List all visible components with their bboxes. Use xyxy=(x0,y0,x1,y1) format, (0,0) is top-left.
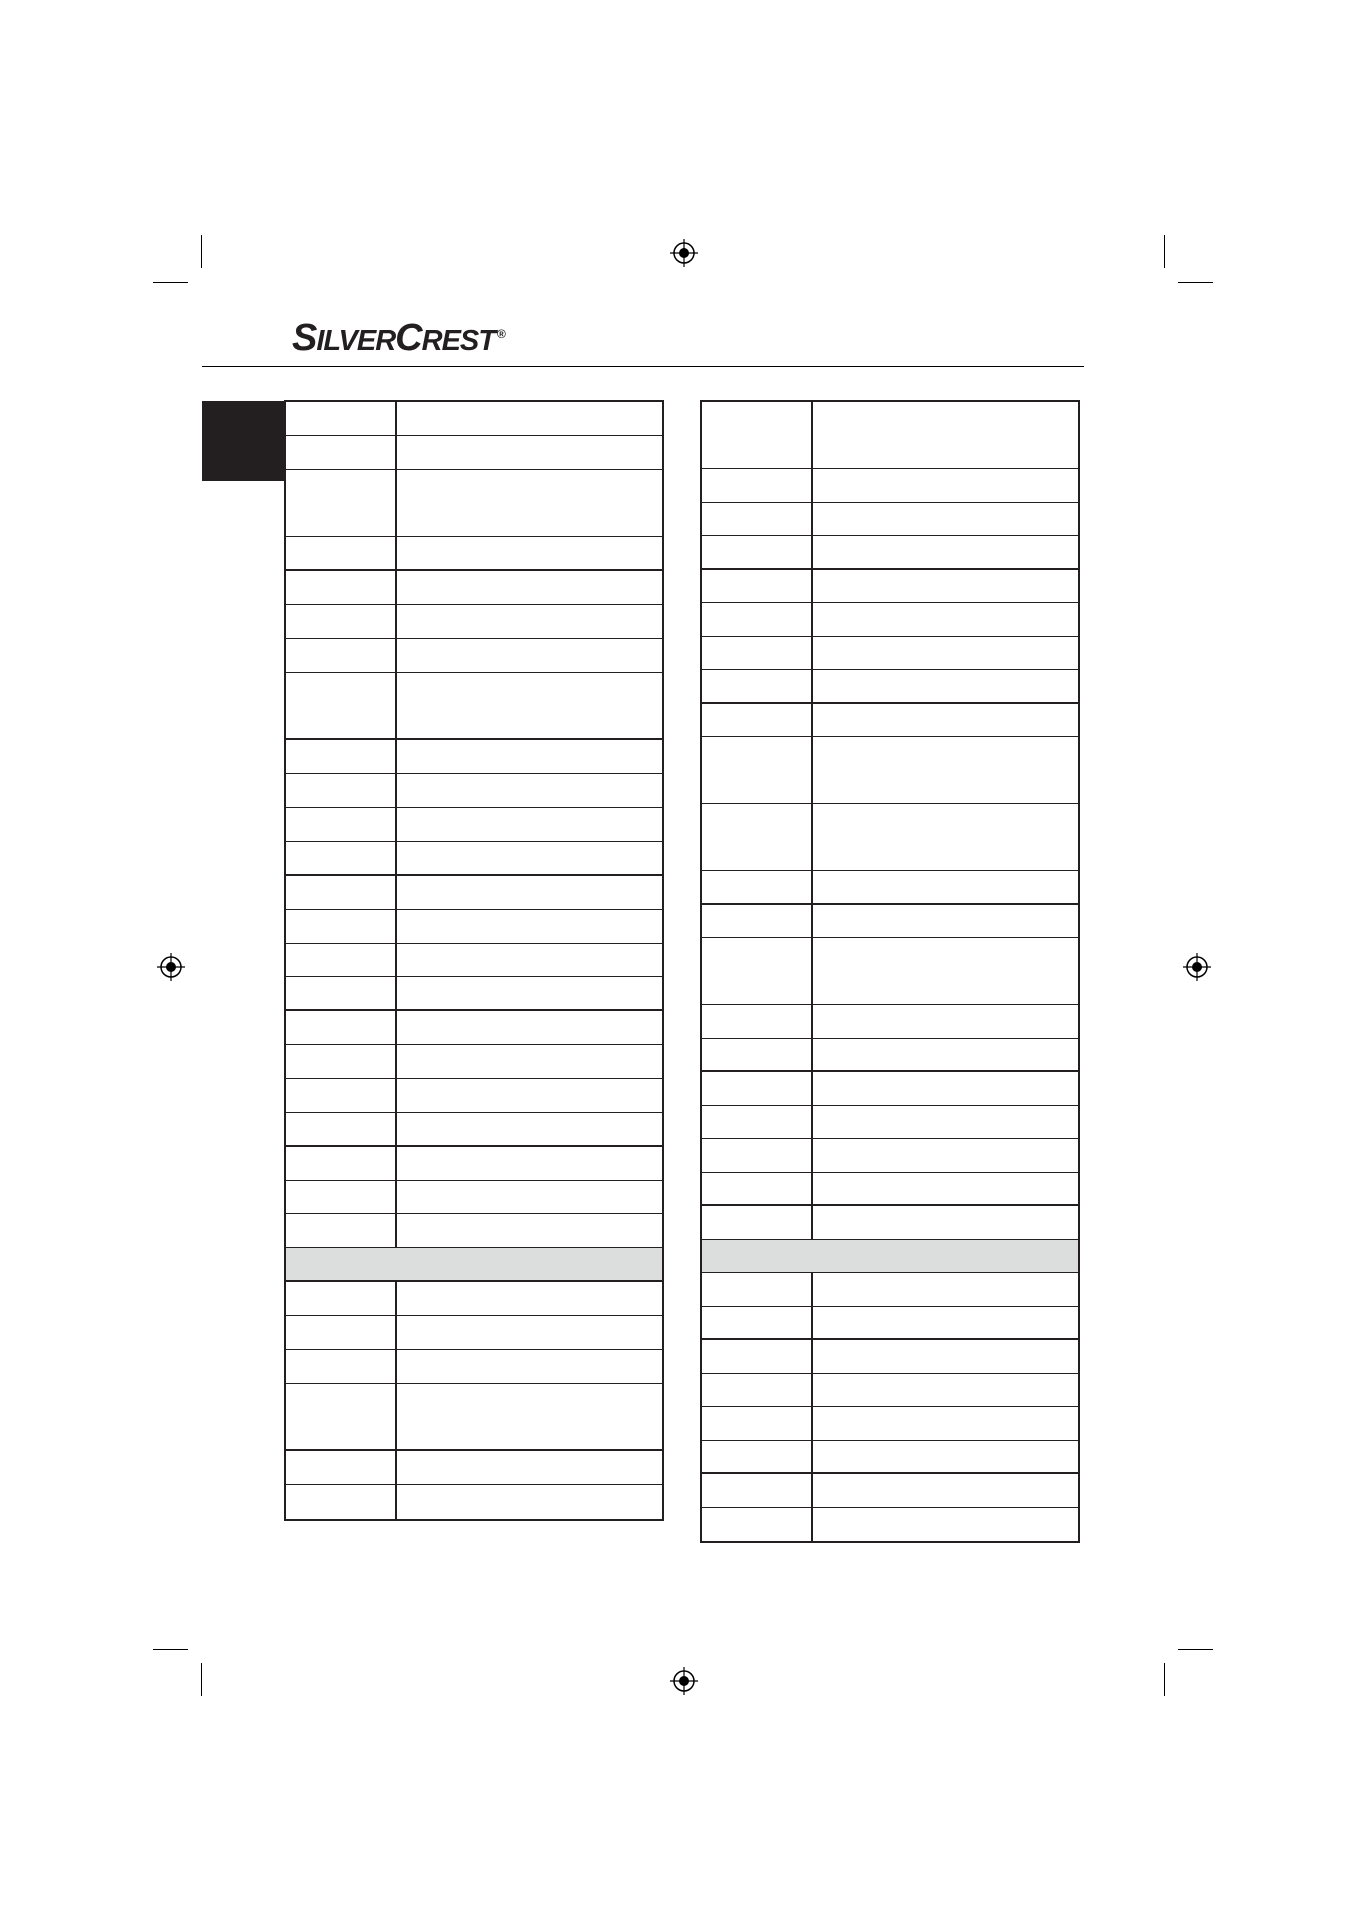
table-cell-value xyxy=(813,1206,1078,1239)
table-cell-value xyxy=(813,1508,1078,1542)
table-cell-label xyxy=(286,1316,397,1349)
table-row xyxy=(286,436,662,470)
table-row xyxy=(702,1106,1078,1140)
table-row xyxy=(702,1005,1078,1039)
table-cell-label xyxy=(286,1282,397,1315)
table-cell-value xyxy=(813,1039,1078,1071)
table-row xyxy=(286,1079,662,1113)
table-section-row xyxy=(286,1248,662,1282)
registration-mark-icon xyxy=(670,1667,698,1695)
table-cell-label xyxy=(286,1350,397,1383)
table-cell-label xyxy=(286,740,397,773)
table-cell-label xyxy=(286,977,397,1009)
table-cell-value xyxy=(397,1451,662,1484)
table-cell-label xyxy=(286,1384,397,1450)
table-cell-value xyxy=(397,1316,662,1349)
table-cell-value xyxy=(813,1173,1078,1205)
table-cell-label xyxy=(286,1113,397,1145)
table-cell-value xyxy=(397,1350,662,1383)
table-cell-value xyxy=(397,1181,662,1214)
table-cell-value xyxy=(813,469,1078,502)
registered-mark: ® xyxy=(496,327,505,341)
table-cell-value xyxy=(397,1113,662,1145)
table-cell-value xyxy=(397,740,662,773)
table-cell-label xyxy=(702,1273,813,1306)
table-row xyxy=(286,639,662,673)
table-row xyxy=(702,871,1078,905)
right-table xyxy=(700,400,1080,1543)
table-row xyxy=(286,1384,662,1452)
table-cell-label xyxy=(286,436,397,469)
table-cell-label xyxy=(286,774,397,807)
table-cell-value xyxy=(397,673,662,739)
brand-letter: C xyxy=(395,317,422,359)
table-row xyxy=(702,737,1078,804)
table-cell-label xyxy=(286,1214,397,1247)
table-cell-value xyxy=(813,1273,1078,1306)
table-cell-label xyxy=(286,808,397,841)
table-row xyxy=(286,571,662,605)
table-cell-value xyxy=(397,1045,662,1078)
crop-mark-bottom-right-vertical xyxy=(1164,1663,1165,1696)
table-cell-label xyxy=(702,570,813,603)
table-cell-label xyxy=(702,1340,813,1373)
brand-letters: ILVER xyxy=(316,325,396,357)
table-cell-label xyxy=(702,871,813,903)
table-cell-value xyxy=(813,1340,1078,1373)
table-cell-label xyxy=(286,944,397,977)
table-cell-label xyxy=(286,1181,397,1214)
table-cell-label xyxy=(286,1045,397,1078)
table-cell-label xyxy=(702,1106,813,1139)
table-cell-label xyxy=(702,536,813,568)
table-row xyxy=(286,1282,662,1316)
table-cell-label xyxy=(286,910,397,943)
table-cell-value xyxy=(397,842,662,874)
table-cell-value xyxy=(397,1214,662,1247)
table-cell-label xyxy=(286,470,397,537)
table-cell-value xyxy=(813,737,1078,803)
table-cell-label xyxy=(702,804,813,870)
table-cell-value xyxy=(813,1374,1078,1407)
table-cell-value xyxy=(397,639,662,672)
table-row xyxy=(702,1508,1078,1542)
table-cell-value xyxy=(813,1072,1078,1105)
table-cell-value xyxy=(813,1139,1078,1172)
table-cell-label xyxy=(702,603,813,636)
table-cell-label xyxy=(702,402,813,468)
table-cell-value xyxy=(813,670,1078,702)
table-row xyxy=(286,1045,662,1079)
table-cell-label xyxy=(286,402,397,435)
table-row xyxy=(286,1316,662,1350)
table-row xyxy=(702,1273,1078,1307)
table-cell-value xyxy=(397,910,662,943)
table-cell-label xyxy=(702,1307,813,1339)
table-cell-label xyxy=(702,1139,813,1172)
table-cell-label xyxy=(286,1147,397,1180)
table-cell-value xyxy=(397,402,662,435)
table-section-row xyxy=(702,1240,1078,1274)
crop-mark-bottom-left-horizontal xyxy=(153,1649,188,1650)
table-cell-label xyxy=(702,469,813,502)
table-row xyxy=(702,1474,1078,1508)
header-rule xyxy=(202,366,1084,367)
table-cell-label xyxy=(286,571,397,604)
table-cell-value xyxy=(397,876,662,909)
table-row xyxy=(286,774,662,808)
table-cell-label xyxy=(702,938,813,1004)
table-cell-label xyxy=(702,670,813,702)
table-row xyxy=(286,1011,662,1045)
table-cell-value xyxy=(397,1485,662,1519)
table-row xyxy=(702,1307,1078,1341)
table-cell-label xyxy=(702,1374,813,1407)
table-cell-label xyxy=(702,1005,813,1038)
table-row xyxy=(286,876,662,910)
table-cell-label xyxy=(702,1474,813,1507)
table-row xyxy=(286,740,662,774)
language-tab xyxy=(202,401,284,481)
table-cell-value xyxy=(397,1011,662,1044)
table-row xyxy=(286,673,662,741)
left-table xyxy=(284,400,664,1521)
table-cell-value xyxy=(813,536,1078,568)
table-cell-value xyxy=(397,1282,662,1315)
table-cell-label xyxy=(286,673,397,739)
table-cell-value xyxy=(813,1441,1078,1473)
table-row xyxy=(702,1039,1078,1073)
table-cell-value xyxy=(286,1248,662,1280)
table-row xyxy=(702,1139,1078,1173)
table-row xyxy=(702,1374,1078,1408)
brand-letters: REST xyxy=(421,325,495,357)
table-row xyxy=(702,402,1078,469)
registration-mark-icon xyxy=(157,953,185,981)
table-cell-value xyxy=(813,938,1078,1004)
table-row xyxy=(702,570,1078,604)
table-cell-value xyxy=(397,1147,662,1180)
table-row xyxy=(702,905,1078,939)
table-row xyxy=(702,536,1078,570)
table-cell-label xyxy=(286,1485,397,1519)
table-cell-value xyxy=(397,808,662,841)
table-row xyxy=(702,1173,1078,1207)
table-row xyxy=(286,977,662,1011)
table-cell-value xyxy=(813,1106,1078,1139)
table-cell-value xyxy=(813,1474,1078,1507)
table-cell-value xyxy=(397,977,662,1009)
table-cell-label xyxy=(702,1407,813,1440)
table-cell-label xyxy=(702,1072,813,1105)
crop-mark-bottom-left-vertical xyxy=(201,1663,202,1696)
table-cell-value xyxy=(397,436,662,469)
table-row xyxy=(286,402,662,436)
table-cell-label xyxy=(702,1206,813,1239)
table-cell-label xyxy=(286,639,397,672)
table-cell-value xyxy=(813,503,1078,536)
table-cell-value xyxy=(813,1307,1078,1339)
table-row xyxy=(286,1113,662,1147)
table-row xyxy=(702,1441,1078,1475)
table-row xyxy=(286,910,662,944)
crop-mark-top-left-vertical xyxy=(201,235,202,268)
table-cell-value xyxy=(813,1407,1078,1440)
table-cell-value xyxy=(813,704,1078,737)
table-cell-value xyxy=(813,637,1078,670)
brand-logo xyxy=(292,316,505,360)
crop-mark-top-right-horizontal xyxy=(1178,282,1213,283)
table-cell-label xyxy=(702,1039,813,1071)
table-cell-value xyxy=(813,1005,1078,1038)
registration-mark-icon xyxy=(1183,953,1211,981)
table-cell-label xyxy=(286,1451,397,1484)
table-row xyxy=(286,1214,662,1248)
table-row xyxy=(286,944,662,978)
table-cell-value xyxy=(397,605,662,638)
table-row xyxy=(286,1147,662,1181)
table-row xyxy=(286,470,662,538)
table-row xyxy=(286,808,662,842)
table-cell-value xyxy=(397,944,662,977)
registration-mark-icon xyxy=(670,239,698,267)
table-cell-value xyxy=(702,1240,1078,1273)
table-cell-value xyxy=(813,804,1078,870)
table-row xyxy=(702,1206,1078,1240)
table-cell-label xyxy=(286,605,397,638)
table-cell-label xyxy=(702,637,813,670)
table-cell-label xyxy=(702,1173,813,1205)
table-cell-value xyxy=(813,871,1078,903)
table-row xyxy=(702,603,1078,637)
table-cell-label xyxy=(702,905,813,938)
table-cell-label xyxy=(702,1508,813,1542)
table-cell-label xyxy=(702,737,813,803)
table-cell-label xyxy=(286,842,397,874)
table-row xyxy=(702,469,1078,503)
table-cell-label xyxy=(286,537,397,569)
table-cell-value xyxy=(813,603,1078,636)
table-cell-value xyxy=(397,1079,662,1112)
table-cell-value xyxy=(397,571,662,604)
table-row xyxy=(702,1340,1078,1374)
table-cell-value xyxy=(813,402,1078,468)
table-row xyxy=(286,537,662,571)
table-cell-value xyxy=(397,470,662,537)
table-cell-value xyxy=(813,905,1078,938)
table-row xyxy=(286,842,662,876)
table-cell-label xyxy=(702,704,813,737)
table-row xyxy=(702,637,1078,671)
crop-mark-bottom-right-horizontal xyxy=(1178,1649,1213,1650)
table-row xyxy=(702,704,1078,738)
table-row xyxy=(702,670,1078,704)
table-cell-label xyxy=(702,503,813,536)
table-cell-value xyxy=(397,537,662,569)
table-row xyxy=(702,1072,1078,1106)
table-cell-value xyxy=(397,774,662,807)
table-cell-label xyxy=(286,876,397,909)
crop-mark-top-right-vertical xyxy=(1164,235,1165,268)
table-row xyxy=(702,938,1078,1005)
brand-letter: S xyxy=(292,317,317,359)
table-row xyxy=(702,1407,1078,1441)
table-row xyxy=(286,605,662,639)
crop-mark-top-left-horizontal xyxy=(153,282,188,283)
table-row xyxy=(286,1350,662,1384)
table-cell-label xyxy=(286,1011,397,1044)
table-cell-label xyxy=(286,1079,397,1112)
table-cell-value xyxy=(813,570,1078,603)
table-cell-value xyxy=(397,1384,662,1450)
table-row xyxy=(702,804,1078,871)
table-row xyxy=(702,503,1078,537)
table-row xyxy=(286,1485,662,1519)
table-row xyxy=(286,1181,662,1215)
table-cell-label xyxy=(702,1441,813,1473)
table-row xyxy=(286,1451,662,1485)
